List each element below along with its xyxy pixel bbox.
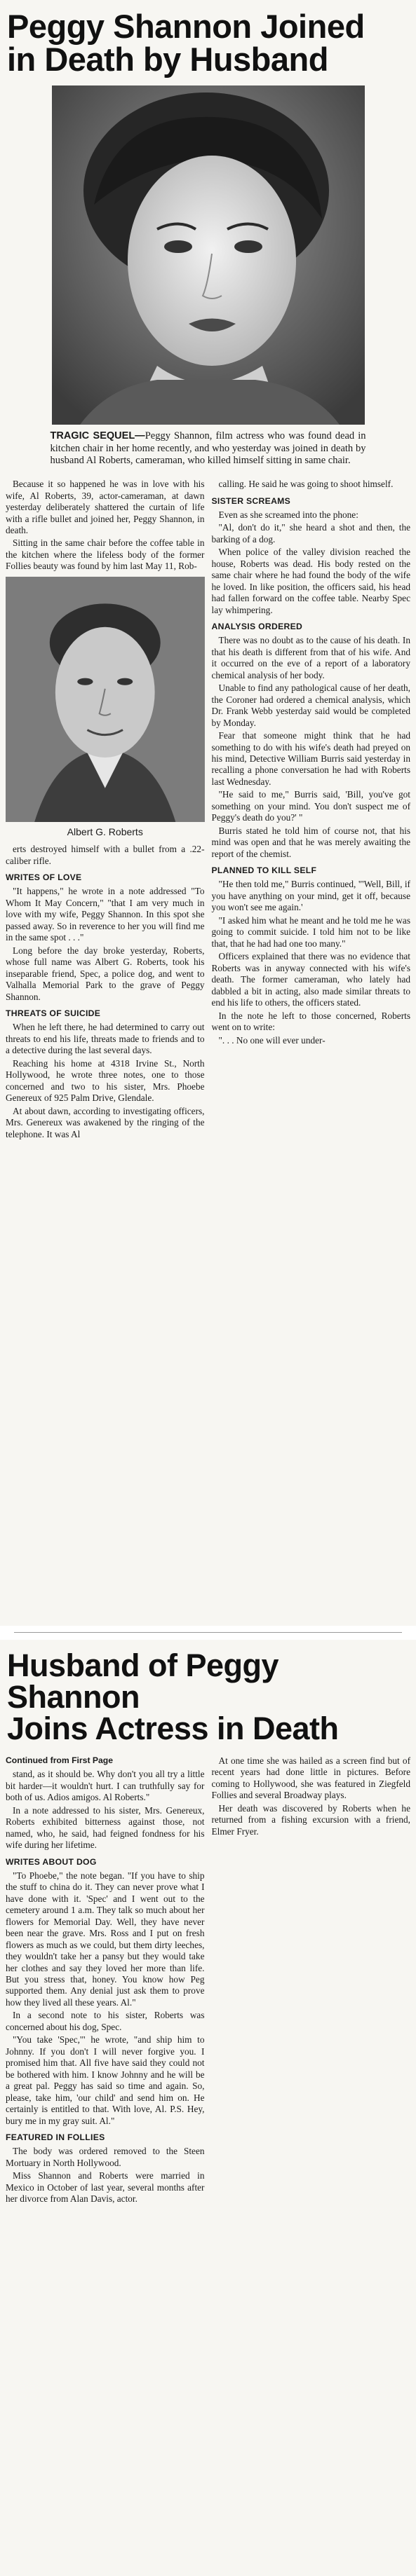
paragraph: Sitting in the same chair before the coffee table in the kitchen where the lifeless body of the former Follies beauty was found by him last May 11, Rob-: [6, 537, 205, 572]
headline-line-2: Joins Actress in Death: [7, 1711, 339, 1746]
headline-line-2: in Death by Husband: [7, 41, 328, 78]
paragraph: Officers explained that there was no evidence that Roberts was in anyway connected with his wife's death. The former cameraman, who lately had dabbled a bit in acting, also made similar threats to end his life to others, the officers stated.: [211, 951, 410, 1008]
paragraph: erts destroyed himself with a bullet from a .22-caliber rifle.: [6, 844, 205, 866]
paragraph: When he left there, he had determined to carry out threats to end his life, threats made to friends and to a detective during the last several days.: [6, 1022, 205, 1056]
caption-lead: TRAGIC SEQUEL—: [50, 430, 145, 441]
paragraph: There was no doubt as to the cause of his death. In that his death is different from that of his wife. And it occurred on the eve of a report of a laboratory chemical analysis of her body.: [211, 635, 410, 680]
section-subhead: SISTER SCREAMS: [211, 495, 291, 506]
article-1-headline: [0, 0, 416, 76]
paragraph: Reaching his home at 4318 Irvine St., North Hollywood, he wrote three notes, one to those concerned and two to his sister, Mrs. Phoebe Genereux of 925 Palm Drive, Glendale.: [6, 1057, 205, 1104]
paragraph: stand, as it should be. Why don't you all try a little bit harder—it wouldn't hurt. I can truthfully say for both of us. Adios amigos. Al Roberts.": [6, 1769, 205, 1803]
section-subhead: ANALYSIS ORDERED: [211, 622, 303, 632]
article-1-column-2: [212, 479, 411, 1142]
paragraph: "I asked him what he meant and he told me he was going to commit suicide. I told him not to be like that, that he had had one too many.": [211, 914, 410, 949]
photo-caption: [51, 430, 366, 467]
paragraph: At about dawn, according to investigating officers, Mrs. Genereux was awakened by the ringing of the telephone. It was Al: [6, 1105, 205, 1139]
article-1-column-1: [6, 479, 205, 1142]
article-2-headline: [0, 1640, 416, 1744]
paragraph: "You take 'Spec,'" he wrote, "and ship him to Johnny. If you don't I will never forgive you. I promised him that. All five have said they could not be bothered with him. I know Johnny and he will be a great pal. Peggy has said so time and again. So, please, take him, 'our child' and send him on. He certainly is entitled to that. With love, Al. P.S. Hey, bury me in my gray suit. Al.": [6, 2034, 205, 2126]
paragraph: calling. He said he was going to shoot himself.: [218, 479, 394, 490]
paragraph: The body was ordered removed to the Steen Mortuary in North Hollywood.: [6, 2146, 205, 2168]
paragraph: In a note addressed to his sister, Mrs. Genereux, Roberts exhibited bitterness against those, not named, who, he said, had feigned fondness for his wife during her lifetime.: [6, 1804, 205, 1851]
paragraph: In the note he left to those concerned, Roberts went on to write:: [211, 1010, 410, 1033]
paragraph: Fear that someone might think that he had something to do with his wife's death had preyed on his mind, Detective William Burris said yesterday in recalling a phone conversation he had with Roberts last Wednesday.: [211, 730, 410, 787]
clipping-separator: [14, 1632, 402, 1633]
headline-line-1: Peggy Shannon Joined: [7, 8, 365, 45]
article-2-column-1: [6, 1755, 205, 2207]
paragraph: Long before the day broke yesterday, Roberts, whose full name was Albert G. Roberts, took his inseparable friend, Spec, a police dog, and went to Valhalla Memorial Park to the grave of Peggy Shannon.: [6, 945, 205, 1002]
section-subhead: PLANNED TO KILL SELF: [211, 865, 317, 876]
paragraph: Miss Shannon and Roberts were married in Mexico in October of last year, several months after her divorce from Alan Davis, actor.: [6, 2170, 205, 2205]
paragraph: When police of the valley division reached the house, Roberts was dead. His body rested on the same chair where he had found the body of the wife he loved. In like position, the officers said, his head had fallen forward on the coffee table. Nearby Spec lay whimpering.: [211, 547, 410, 615]
albert-roberts-caption: Albert G. Roberts: [67, 825, 143, 837]
section-subhead: THREATS OF SUICIDE: [6, 1008, 101, 1019]
section-subhead: FEATURED IN FOLLIES: [6, 2132, 105, 2143]
paragraph: In a second note to his sister, Roberts was concerned about his dog, Spec.: [6, 2010, 205, 2032]
article-2-column-2: [212, 1755, 411, 2207]
paragraph: "To Phoebe," the note began. "If you have to ship the stuff to china do it. They can never prove what I have done with it. 'Spec' and I went out to the cemetery around 1 a.m. They talk so much about her flowers for Memorial Day. Well, they have never been near the grave. Mrs. Ross and I put on fresh flowers as much as we could, but them dirty leeches, they wouldn't take her a pansy but they would take her clothes and say they loved her more than life. But you stress that, honey. You know how Peg supported them. Any denial just ask them to prove how they lived all these years. Al.": [6, 1870, 205, 2008]
continued-note: Continued from First Page: [6, 1755, 114, 1765]
paragraph: Because it so happened he was in love with his wife, Al Roberts, 39, actor-cameraman, at dawn yesterday deliberately shattered the curtain of life with a rifle bullet and joined her, Peggy Shannon, in death.: [6, 479, 205, 535]
peggy-shannon-portrait: [52, 85, 365, 425]
section-subhead: WRITES ABOUT DOG: [6, 1856, 97, 1867]
section-subhead: WRITES OF LOVE: [6, 872, 82, 883]
paragraph: "He said to me," Burris said, 'Bill, you've got something on your mind. You don't suspect me of Peggy's death do you?' ": [211, 789, 410, 823]
paragraph: Her death was discovered by Roberts when he returned from a fishing excursion with a friend, Elmer Fryer.: [211, 1802, 410, 1837]
caption-text: Peggy Shannon, film actress who was found dead in kitchen chair in her home recently, and who yesterday was joined in death by husband Al Roberts, cameraman, who killed himself sitting in same chair.: [50, 430, 366, 467]
paragraph: Unable to find any pathological cause of her death, the Coroner had ordered a chemical analysis, which Dr. Frank Webb yesterday said would be completed by Monday.: [211, 683, 410, 728]
paragraph: At one time she was hailed as a screen find but of recent years had done little in pictures. Before coming to Hollywood, she was featured in Ziegfeld Follies and several Broadway plays.: [211, 1755, 410, 1801]
article-2-body: [6, 1755, 410, 2207]
article-clipping-2: [0, 1640, 416, 2576]
albert-roberts-photo: [6, 577, 205, 822]
paragraph: "It happens," he wrote in a note addressed "To Whom It May Concern," "that I am very much in love with my wife, Peggy Shannon. In this spot she passed away. So in reverence to her you will find me in the same spot . . .": [6, 886, 205, 943]
paragraph: Even as she screamed into the phone:: [218, 509, 358, 520]
paragraph: "He then told me," Burris continued, "'Well, Bill, if you have anything on your mind, get it off, because you won't see me again.': [211, 879, 410, 913]
paragraph: "Al, don't do it," she heard a shot and then, the barking of a dog.: [211, 522, 410, 544]
headline-line-1: Husband of Peggy Shannon: [7, 1647, 279, 1715]
article-1-body: [6, 479, 410, 1142]
paragraph: Burris stated he told him of course not, that his mind was open and that he was merely awaiting the report of the chemist.: [211, 825, 410, 859]
paragraph: ". . . No one will ever under-: [218, 1034, 326, 1046]
